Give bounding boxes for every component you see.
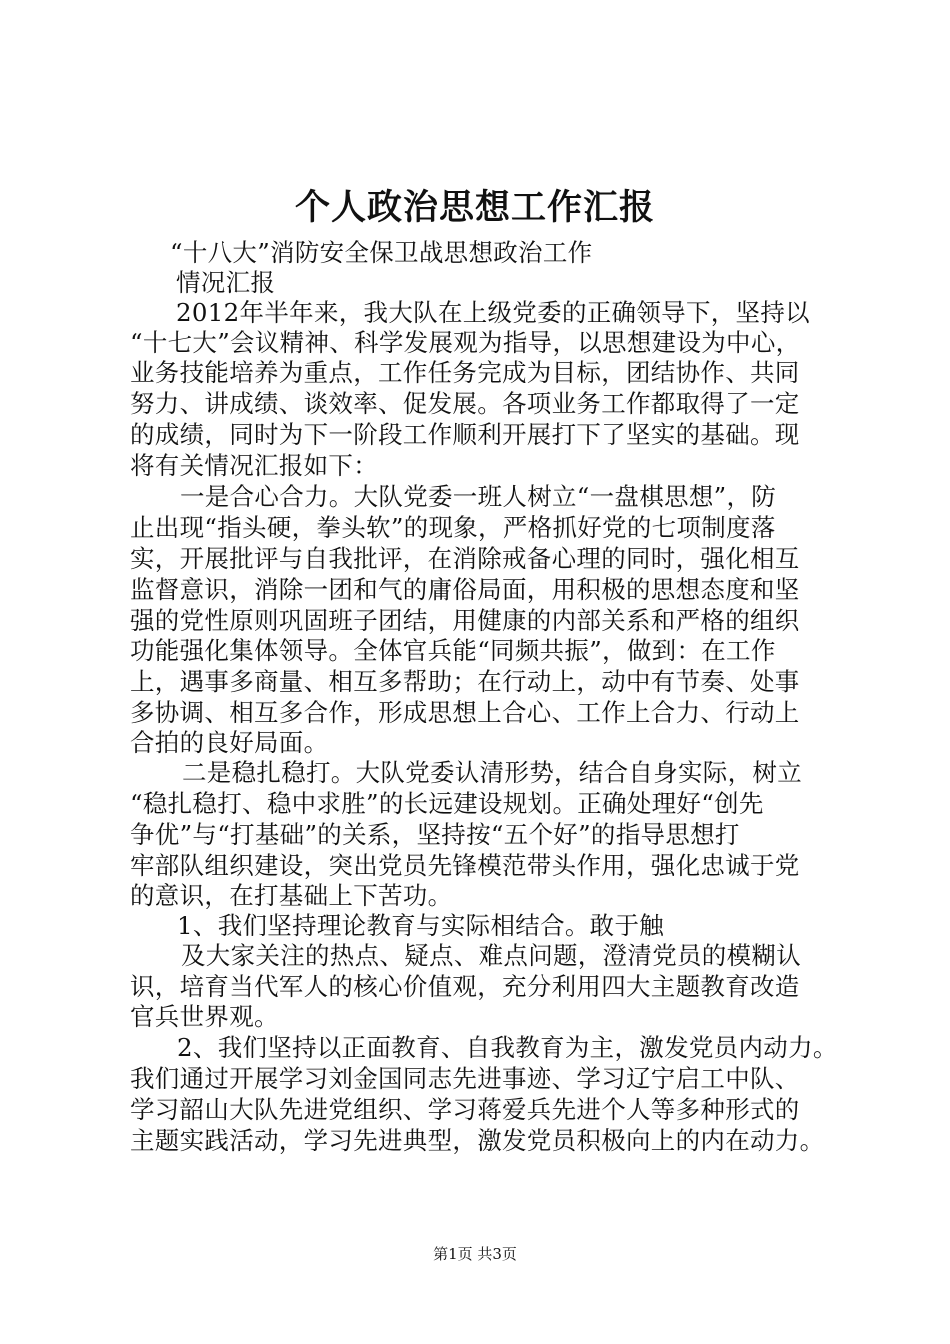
text-line: 努力、讲成绩、谈效率、促发展。各项业务工作都取得了一定	[130, 389, 800, 418]
text-line: 的成绩，同时为下一阶段工作顺利开展打下了坚实的基础。现	[130, 420, 800, 449]
text-line: 多协调、相互多合作，形成思想上合心、工作上合力、行动上	[130, 698, 800, 727]
text-line: 学习韶山大队先进党组织、学习蒋爱兵先进个人等多种形式的	[130, 1095, 800, 1124]
text-line: 主题实践活动，学习先进典型，激发党员积极向上的内在动力。	[130, 1126, 825, 1155]
page-footer: 第1页 共3页	[433, 1245, 517, 1263]
text-line: 业务技能培养为重点，工作任务完成为目标，团结协作、共同	[130, 358, 800, 387]
text-line: 及大家关注的热点、疑点、难点问题，澄清党员的模糊认	[181, 941, 801, 970]
text-line: 我们通过开展学习刘金国同志先进事迹、学习辽宁启工中队、	[130, 1064, 800, 1093]
text-line: “十七大”会议精神、科学发展观为指导，以思想建设为中心，	[130, 328, 801, 357]
text-line: 2、我们坚持以正面教育、自我教育为主，激发党员内动力。	[177, 1033, 838, 1062]
text-line: 争优”与“打基础”的关系，坚持按“五个好”的指导思想打	[130, 820, 740, 849]
text-line: 情况汇报	[176, 268, 276, 297]
text-line: 监督意识，消除一团和气的庸俗局面，用积极的思想态度和坚	[130, 575, 800, 604]
page-title: 个人政治思想工作汇报	[294, 187, 655, 228]
text-line: 强的党性原则巩固班子团结，用健康的内部关系和严格的组织	[130, 606, 800, 635]
text-line: 实，开展批评与自我批评，在消除戒备心理的同时，强化相互	[130, 544, 800, 573]
text-line: 功能强化集体领导。全体官兵能“同频共振”，做到：在工作	[130, 636, 776, 665]
text-line: 1、我们坚持理论教育与实际相结合。敢于触	[177, 911, 665, 940]
text-line: 止出现“指头硬，拳头软”的现象，严格抓好党的七项制度落	[130, 513, 776, 542]
text-line: 二是稳扎稳打。大队党委认清形势，结合自身实际，树立	[182, 758, 802, 787]
text-line: 上，遇事多商量、相互多帮助；在行动上，动中有节奏、处事	[130, 667, 800, 696]
text-line: “十八大”消防安全保卫战思想政治工作	[170, 238, 593, 267]
text-line: 官兵世界观。	[130, 1002, 279, 1031]
text-line: 2012年半年来，我大队在上级党委的正确领导下，坚持以	[176, 298, 810, 327]
text-line: 牢部队组织建设，突出党员先锋模范带头作用，强化忠诚于党	[130, 851, 800, 880]
text-line: 一是合心合力。大队党委一班人树立“一盘棋思想”，防	[180, 482, 777, 511]
text-line: 的意识，在打基础上下苦功。	[130, 881, 453, 910]
text-line: “稳扎稳打、稳中求胜”的长远建设规划。正确处理好“创先	[130, 789, 764, 818]
text-line: 合拍的良好局面。	[130, 728, 329, 757]
text-line: 识，培育当代军人的核心价值观，充分利用四大主题教育改造	[130, 972, 800, 1001]
text-line: 将有关情况汇报如下：	[130, 451, 378, 480]
